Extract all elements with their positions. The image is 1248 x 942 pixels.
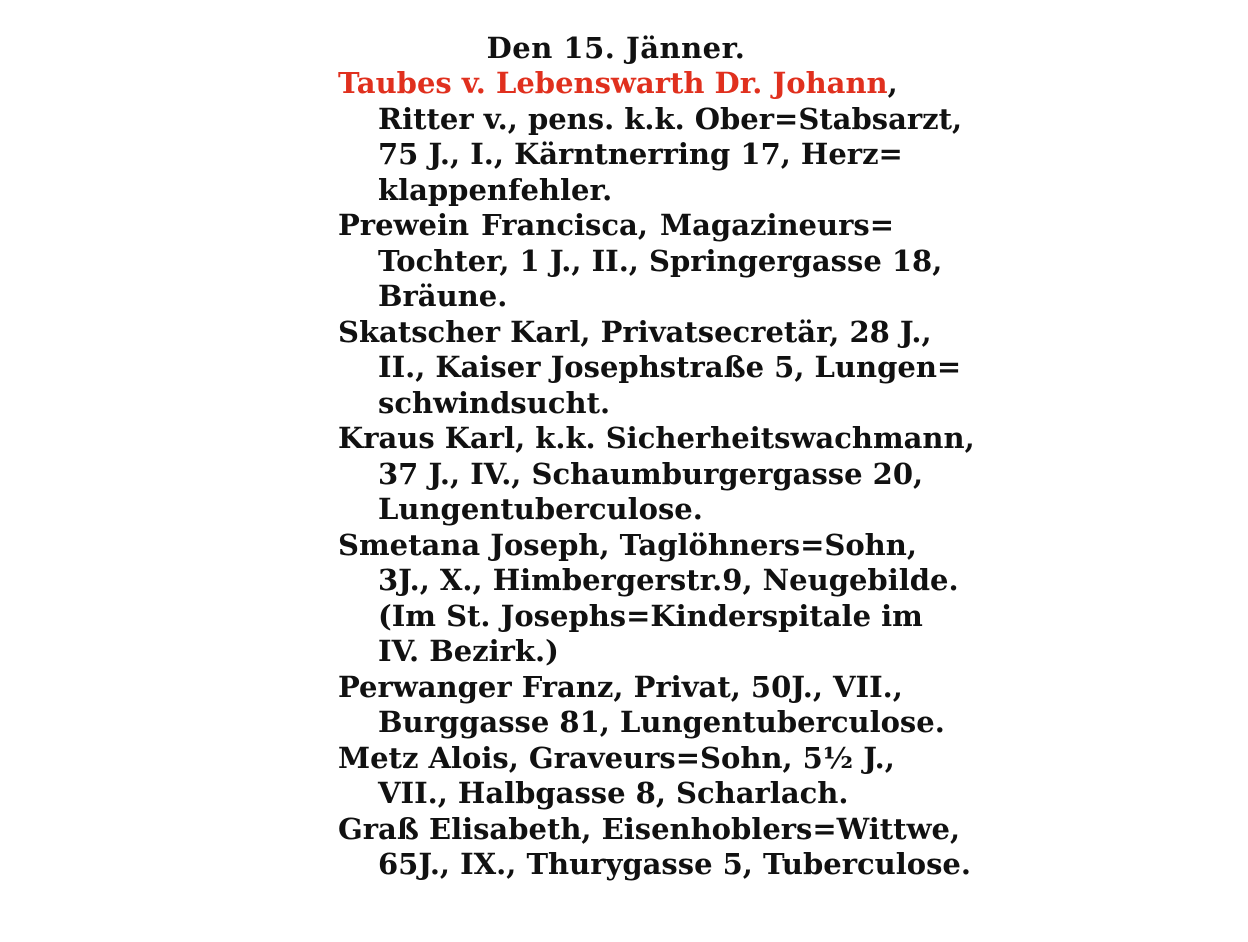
- entry-line: 37 J., IV., Schaumburgergasse 20,: [378, 456, 924, 491]
- death-register-column: [338, 30, 975, 883]
- register-entry: [338, 421, 975, 528]
- date-heading: Den 15. Jänner.: [486, 31, 746, 65]
- entry-first-line: Smetana Joseph, Taglöhners=Sohn,: [338, 527, 917, 562]
- entry-first-line: Metz Alois, Graveurs=Sohn, 5½ J.,: [338, 740, 895, 775]
- entry-line: schwindsucht.: [378, 385, 611, 420]
- entry-line: (Im St. Josephs=Kinderspitale im: [378, 598, 923, 633]
- entry-line: Tochter, 1 J., II., Springergasse 18,: [378, 243, 943, 278]
- highlighted-name: Taubes v. Lebenswarth Dr. Johann: [338, 66, 888, 100]
- register-entry: [338, 741, 894, 812]
- entry-line: IV. Bezirk.): [378, 634, 559, 668]
- register-entry: [338, 208, 943, 315]
- entry-first-line: Perwanger Franz, Privat, 50J., VII.,: [338, 669, 903, 704]
- entry-line: klappenfehler.: [378, 172, 613, 207]
- entry-line: Bräune.: [378, 279, 508, 313]
- register-entry: [338, 527, 959, 670]
- entry-line: Lungentuberculose.: [378, 492, 703, 526]
- entry-line: Ritter v., pens. k.k. Ober=Stabsarzt,: [378, 101, 963, 136]
- entry-line: Burggasse 81, Lungentuberculose.: [378, 705, 945, 739]
- entry-first-line: Skatscher Karl, Privatsecretär, 28 J.,: [338, 314, 932, 349]
- register-entry: [338, 66, 963, 208]
- entry-line: 65J., IX., Thurygasse 5, Tuberculose.: [378, 847, 971, 881]
- register-entry: [338, 811, 971, 883]
- register-entry: [338, 314, 962, 422]
- entry-line: II., Kaiser Josephstraße 5, Lungen=: [378, 350, 962, 384]
- entry-first-line: Graß Elisabeth, Eisenhoblers=Wittwe,: [338, 811, 961, 846]
- entry-first-line: Kraus Karl, k.k. Sicherheitswachmann,: [338, 421, 975, 455]
- entry-first-line: Prewein Francisca, Magazineurs=: [338, 208, 894, 242]
- entry-first-line: Taubes v. Lebenswarth Dr. Johann,: [338, 66, 898, 100]
- register-entry: [338, 669, 945, 741]
- entry-line: VII., Halbgasse 8, Scharlach.: [378, 776, 849, 810]
- entry-line: 3J., X., Himbergerstr.9, Neugebilde.: [378, 563, 959, 597]
- entry-line: 75 J., I., Kärntnerring 17, Herz=: [378, 137, 903, 171]
